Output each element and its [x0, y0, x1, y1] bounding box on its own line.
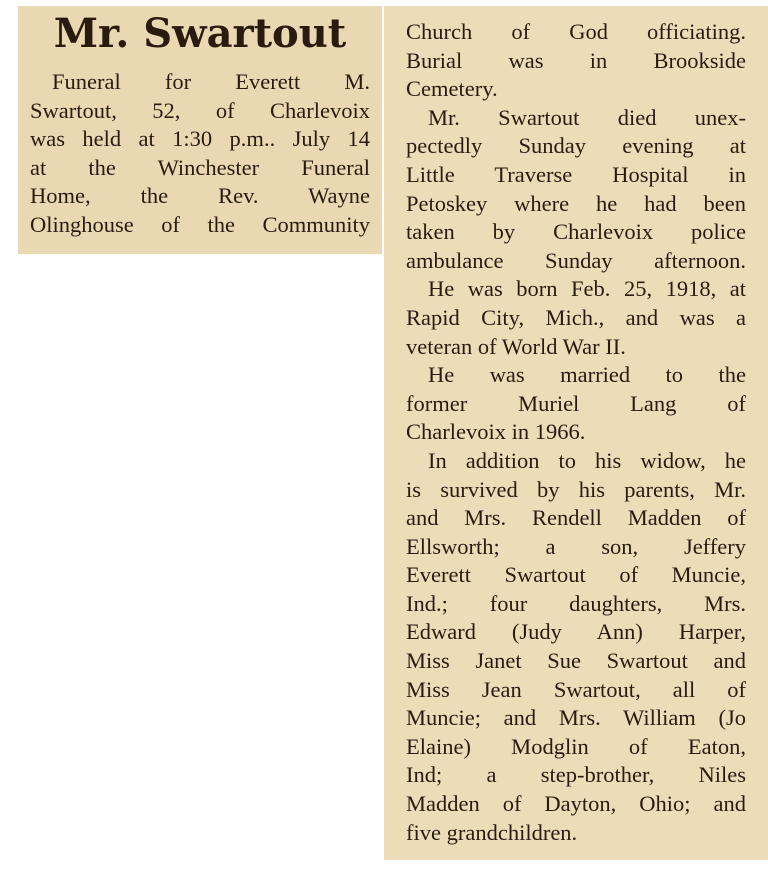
text-line: was held at 1:30 p.m.. July 14 [30, 126, 370, 152]
text-line: is survived by his parents, Mr. [406, 476, 746, 502]
text-line: Olinghouse of the Community [30, 211, 370, 237]
text-line: ambulance Sunday afternoon. [406, 247, 746, 273]
text-line: Miss Jean Swartout, all of [406, 676, 746, 702]
text-line: taken by Charlevoix police [406, 219, 746, 245]
text-line: Rapid City, Mich., and was a [406, 304, 746, 330]
text-line: Swartout, 52, of Charlevoix [30, 97, 370, 123]
text-line: Madden of Dayton, Ohio; and [406, 791, 746, 817]
text-line: Miss Janet Sue Swartout and [406, 648, 746, 674]
text-line: Edward (Judy Ann) Harper, [406, 619, 746, 645]
text-line: Burial was in Brookside [406, 47, 746, 73]
text-line: Ellsworth; a son, Jeffery [406, 533, 746, 559]
text-line: former Muriel Lang of [406, 390, 746, 416]
text-line: veteran of World War II. [406, 333, 626, 359]
text-line: Little Traverse Hospital in [406, 161, 746, 187]
text-line: Muncie; and Mrs. William (Jo [406, 705, 746, 731]
text-line: Cemetery. [406, 76, 498, 102]
headline: Mr. Swartout [53, 10, 347, 57]
text-line: Everett Swartout of Muncie, [406, 562, 746, 588]
text-line: He was married to the [428, 362, 746, 388]
text-line: Elaine) Modglin of Eaton, [406, 733, 746, 759]
text-line: Ind; a step-brother, Niles [406, 762, 746, 788]
text-line: Mr. Swartout died unex- [428, 104, 746, 130]
text-line: Charlevoix in 1966. [406, 419, 586, 445]
text-line: Funeral for Everett M. [52, 69, 370, 94]
left-column-text [30, 68, 370, 240]
text-line: Petoskey where he had been [406, 190, 746, 216]
clipping-right-column [384, 6, 768, 860]
text-line: Home, the Rev. Wayne [30, 183, 370, 209]
text-line: He was born Feb. 25, 1918, at [428, 276, 746, 302]
text-line: and Mrs. Rendell Madden of [406, 505, 746, 531]
text-line: In addition to his widow, he [428, 447, 746, 473]
clipping-left-column [18, 6, 382, 254]
text-line: at the Winchester Funeral [30, 154, 370, 180]
text-line: pectedly Sunday evening at [406, 133, 746, 159]
text-line: Church of God officiating. [406, 19, 746, 44]
text-line: five grandchildren. [406, 819, 578, 845]
right-column-text [406, 18, 746, 847]
text-line: Ind.; four daughters, Mrs. [406, 590, 746, 616]
